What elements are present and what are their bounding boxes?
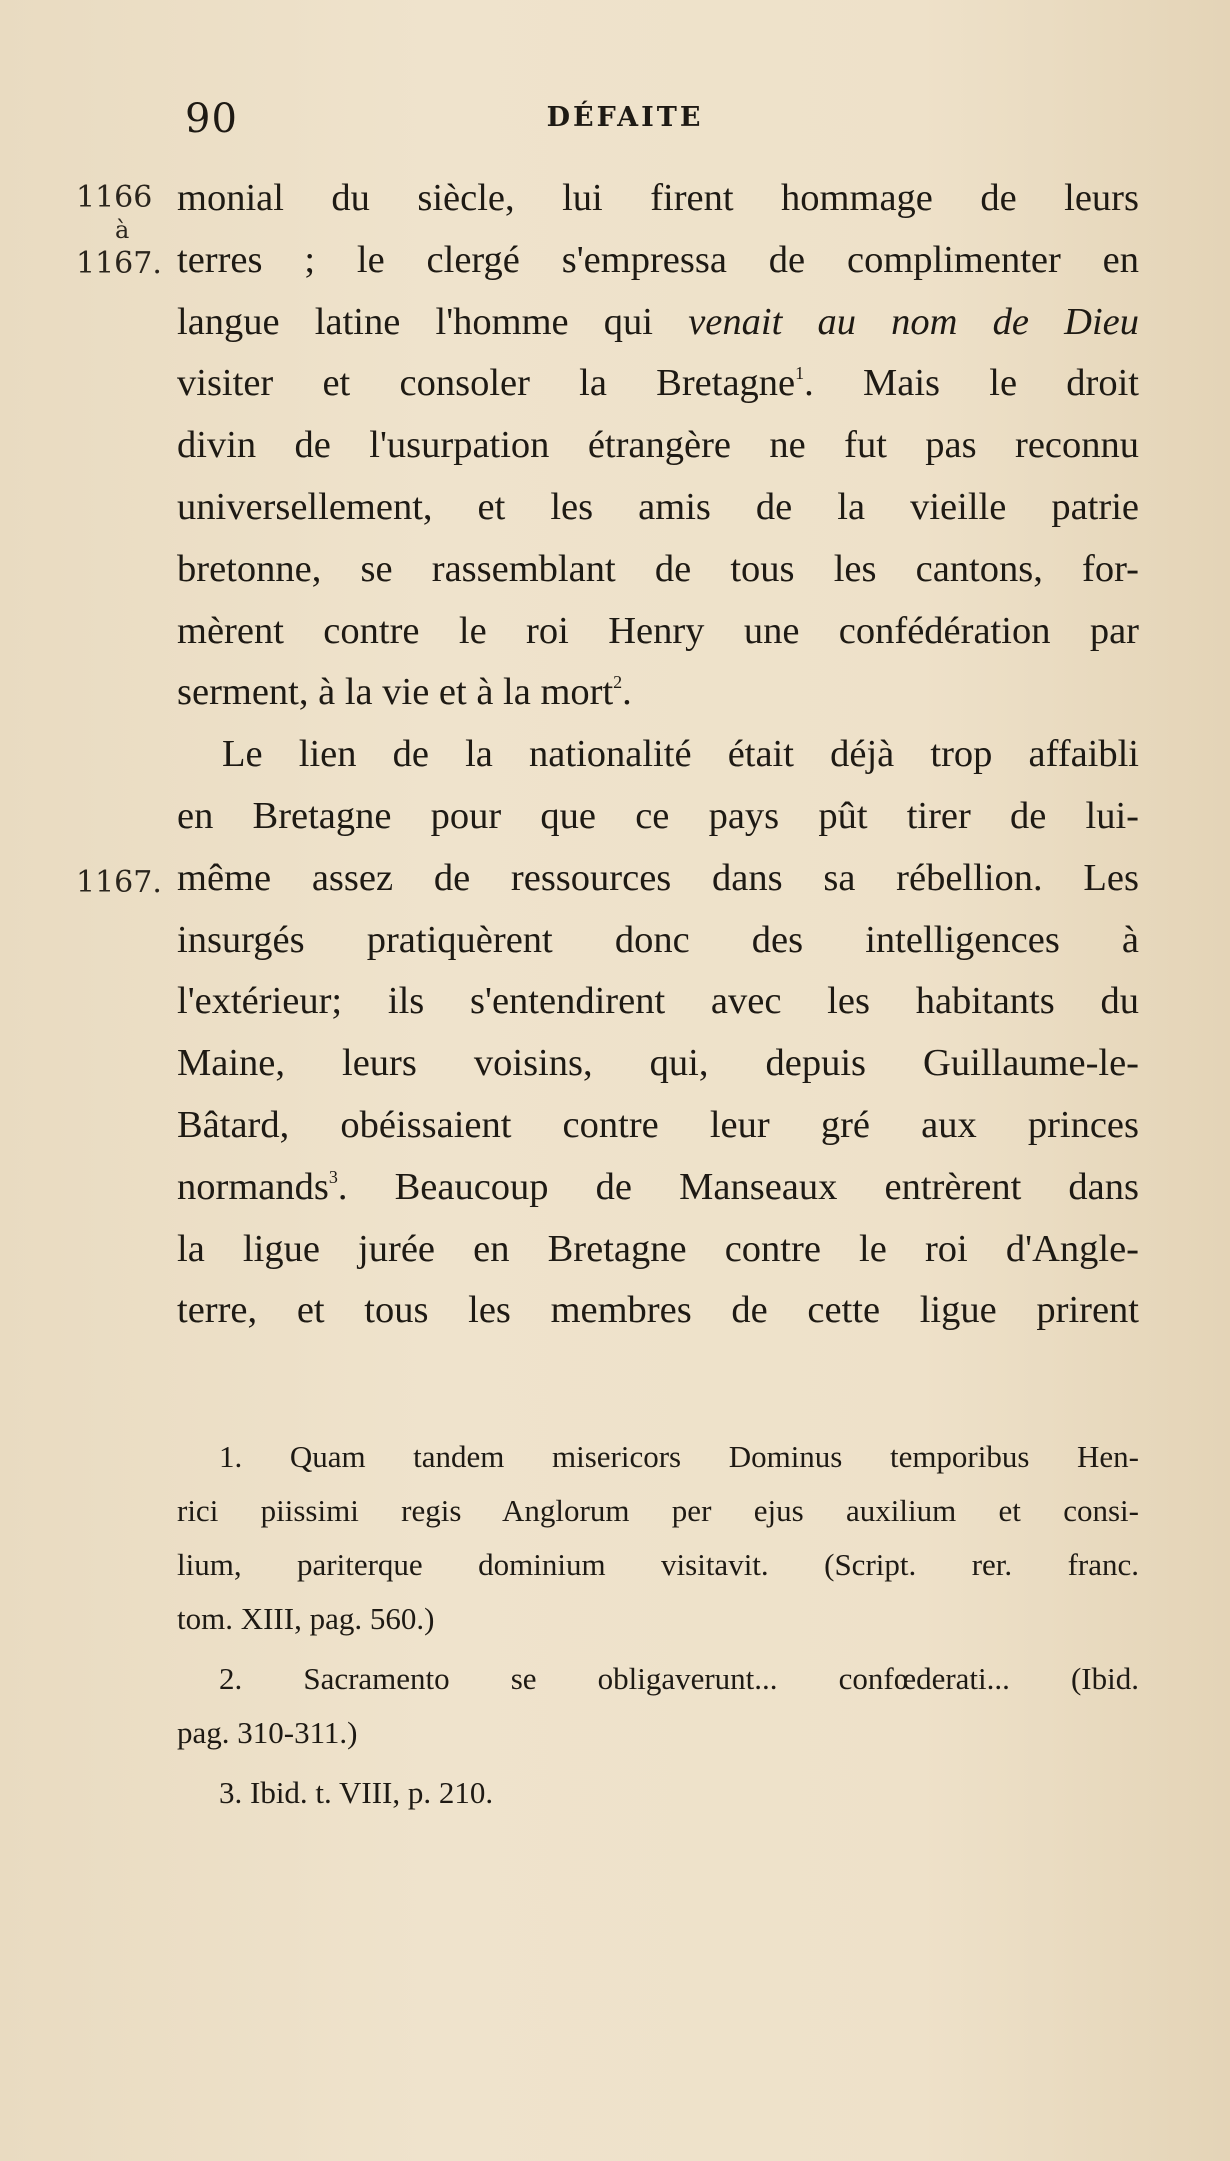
text-line	[177, 662, 1139, 724]
footnote-ref-3: 3	[328, 1166, 338, 1187]
running-title: DÉFAITE	[546, 102, 704, 133]
footnote-2-line: pag. 310-311.)	[177, 1715, 358, 1750]
margin-date-1166: 1166	[76, 180, 153, 215]
text-line: terres ; le clergé s'empressa de complimenter en	[177, 238, 1139, 281]
footnote-ref-1: 1	[795, 363, 805, 384]
text-span: normands	[177, 1165, 329, 1208]
text-line: même assez de ressources dans sa rébellion. Les	[177, 856, 1139, 899]
text-line: divin de l'usurpation étrangère ne fut pas reconnu	[177, 424, 1139, 467]
text-span: langue latine l'homme qui	[177, 300, 654, 343]
text-line: Maine, leurs voisins, qui, depuis Guillaume-le-	[177, 1042, 1139, 1085]
footnotes	[177, 1430, 1139, 1820]
text-line: insurgés pratiquèrent donc des intelligences à	[177, 918, 1139, 961]
margin-date-1167: 1167.	[76, 246, 162, 281]
text-span: visiter et consoler la Bretagne	[177, 362, 796, 405]
text-line: universellement, et les amis de la vieille patrie	[177, 485, 1139, 528]
footnote-ref-2: 2	[613, 672, 623, 693]
text-line: la ligue jurée en Bretagne contre le roi d'Angle-	[177, 1227, 1139, 1270]
footnote-1-line: 1. Quam tandem misericors Dominus temporibus Hen-	[219, 1439, 1139, 1474]
margin-date-a: à	[115, 216, 130, 244]
text-line: l'extérieur; ils s'entendirent avec les habitants du	[177, 980, 1139, 1023]
text-line: mèrent contre le roi Henry une confédération par	[177, 609, 1139, 652]
text-line: bretonne, se rassemblant de tous les cantons, for-	[177, 547, 1139, 590]
text-line	[177, 353, 1139, 415]
footnote-1-line: rici piissimi regis Anglorum per ejus auxilium et consi-	[177, 1493, 1139, 1528]
footnote-3-line: 3. Ibid. t. VIII, p. 210.	[219, 1775, 494, 1810]
page-number: 90	[185, 96, 238, 142]
text-span: . Beaucoup de Manseaux entrèrent dans	[337, 1165, 1139, 1208]
footnote-1-line: lium, pariterque dominium visitavit. (Script. rer. franc.	[177, 1547, 1139, 1582]
footnote-1-line: tom. XIII, pag. 560.)	[177, 1601, 435, 1636]
text-line	[177, 1157, 1139, 1219]
text-line	[177, 292, 1139, 354]
text-line: Bâtard, obéissaient contre leur gré aux princes	[177, 1103, 1139, 1146]
text-line: monial du siècle, lui firent hommage de leurs	[177, 177, 1139, 219]
text-span: . Mais le droit	[804, 362, 1139, 405]
text-line: Le lien de la nationalité était déjà trop affaibli	[222, 733, 1139, 776]
text-span: .	[622, 671, 632, 714]
text-line: terre, et tous les membres de cette ligue prirent	[177, 1289, 1139, 1332]
footnote-2-line: 2. Sacramento se obligaverunt... confœderati... (Ibid.	[219, 1661, 1139, 1696]
italic-phrase: venait au nom de Dieu	[688, 300, 1139, 343]
body-text	[177, 168, 1139, 1342]
margin-date-1167-second: 1167.	[76, 865, 162, 900]
text-line: en Bretagne pour que ce pays pût tirer de lui-	[177, 794, 1139, 837]
text-span: serment, à la vie et à la mort	[177, 671, 614, 714]
